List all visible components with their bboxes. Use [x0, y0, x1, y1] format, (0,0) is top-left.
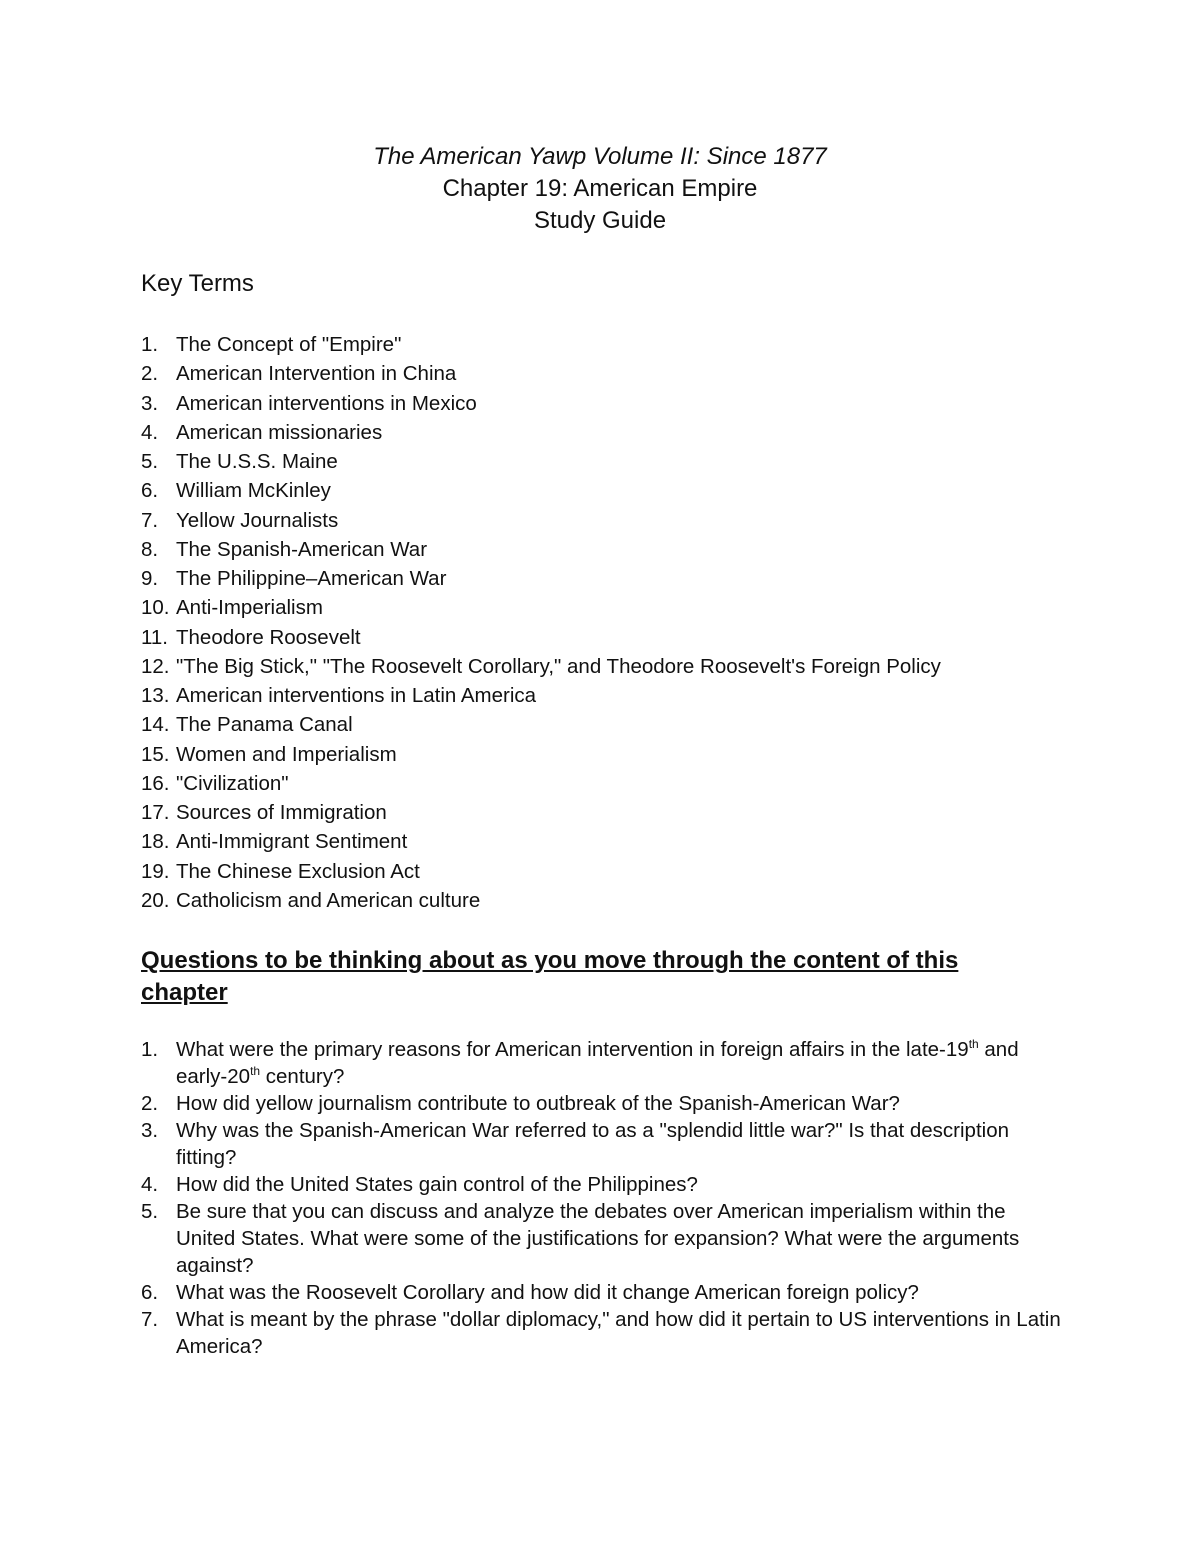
key-term-text: William McKinley: [176, 479, 331, 503]
question-item: [141, 1279, 1061, 1306]
key-term-item: [141, 564, 1101, 593]
question-number: 3.: [141, 1119, 159, 1142]
question-item: [141, 1306, 1061, 1360]
question-text-part: century?: [260, 1065, 345, 1088]
key-term-item: [141, 359, 1101, 388]
key-term-item: [141, 593, 1101, 622]
question-text: Why was the Spanish-American War referred to as a "splendid little war?" Is that description fitting?: [176, 1119, 1010, 1169]
key-term-number: 12.: [141, 654, 170, 678]
key-term-text: American interventions in Latin America: [176, 684, 537, 707]
key-term-item: [141, 681, 1101, 710]
key-term-text: The Chinese Exclusion Act: [176, 859, 420, 883]
key-term-item: [141, 447, 1101, 476]
key-term-item: [141, 886, 1101, 915]
question-number: 4.: [141, 1173, 159, 1196]
key-term-number: 18.: [141, 830, 170, 854]
key-term-item: [141, 857, 1101, 886]
question-text: How did the United States gain control of the Philippines?: [176, 1173, 698, 1196]
key-term-text: The Philippine–American War: [176, 567, 447, 590]
key-term-number: 2.: [141, 362, 159, 386]
book-title: The American Yawp Volume II: Since 1877: [373, 143, 827, 170]
key-term-item: [141, 389, 1101, 418]
chapter-title: Chapter 19: American Empire: [442, 175, 758, 202]
title-block: [0, 141, 1200, 237]
key-term-number: 16.: [141, 771, 170, 795]
key-term-number: 6.: [141, 479, 159, 503]
key-term-text: American interventions in Mexico: [176, 391, 477, 415]
key-term-item: [141, 740, 1101, 769]
question-text-part: What were the primary reasons for American intervention in foreign affairs in the late-19: [176, 1038, 969, 1061]
key-term-text: "The Big Stick," "The Roosevelt Corollary," and Theodore Roosevelt's Foreign Policy: [176, 654, 941, 678]
key-term-number: 14.: [141, 713, 170, 737]
key-term-text: "Civilization": [176, 771, 289, 795]
questions-list: [141, 1036, 1061, 1360]
question-number: 7.: [141, 1308, 159, 1331]
key-term-text: Catholicism and American culture: [176, 888, 481, 912]
key-term-text: Anti-Imperialism: [176, 596, 323, 620]
key-term-item: [141, 652, 1101, 681]
key-term-text: American Intervention in China: [176, 362, 457, 386]
key-term-item: [141, 710, 1101, 739]
key-term-text: The Concept of "Empire": [176, 333, 402, 356]
key-term-item: [141, 535, 1101, 564]
questions-heading: Questions to be thinking about as you move through the content of this chapter: [141, 947, 959, 1006]
question-number: 2.: [141, 1092, 159, 1115]
question-text: How did yellow journalism contribute to outbreak of the Spanish-American War?: [176, 1092, 900, 1115]
key-term-text: Anti-Immigrant Sentiment: [176, 830, 408, 854]
question-text: What is meant by the phrase "dollar diplomacy," and how did it pertain to US interventions in Latin America?: [176, 1308, 1061, 1358]
key-term-text: Women and Imperialism: [176, 742, 397, 766]
key-term-number: 9.: [141, 567, 159, 590]
key-term-text: Sources of Immigration: [176, 801, 387, 824]
key-term-number: 17.: [141, 801, 170, 824]
key-term-item: [141, 769, 1101, 798]
question-number: 1.: [141, 1038, 159, 1061]
question-item: [141, 1171, 1061, 1198]
ordinal-superscript: th: [968, 1037, 979, 1051]
key-term-text: Theodore Roosevelt: [176, 625, 361, 649]
question-text: What was the Roosevelt Corollary and how did it change American foreign policy?: [176, 1281, 919, 1304]
question-text: [176, 1036, 1061, 1090]
key-term-text: American missionaries: [176, 420, 383, 444]
key-term-item: [141, 418, 1101, 447]
key-term-text: The U.S.S. Maine: [176, 450, 338, 473]
key-terms-list: [141, 330, 1101, 915]
key-term-number: 10.: [141, 596, 170, 620]
key-term-number: 15.: [141, 742, 170, 766]
key-term-text: The Panama Canal: [176, 713, 353, 737]
ordinal-superscript: th: [250, 1064, 261, 1078]
key-term-item: [141, 476, 1101, 505]
key-term-item: [141, 827, 1101, 856]
key-term-number: 4.: [141, 420, 159, 444]
key-term-item: [141, 506, 1101, 535]
key-term-number: 1.: [141, 333, 159, 356]
key-term-number: 3.: [141, 391, 159, 415]
key-term-number: 7.: [141, 508, 159, 532]
key-term-number: 5.: [141, 450, 159, 473]
question-item: [141, 1090, 1061, 1117]
key-term-number: 8.: [141, 537, 159, 561]
question-text: Be sure that you can discuss and analyze the debates over American imperialism within the United States. What were some of the justifications for expansion? What were the arguments against?: [176, 1200, 1020, 1277]
question-item: [141, 1198, 1061, 1279]
key-term-number: 11.: [141, 625, 168, 649]
question-text-part: and early-20: [176, 1038, 1019, 1088]
key-term-number: 19.: [141, 859, 170, 883]
key-term-item: [141, 623, 1101, 652]
key-term-item: [141, 798, 1101, 827]
key-term-text: Yellow Journalists: [176, 508, 339, 532]
question-item: [141, 1117, 1061, 1171]
study-guide-subtitle: Study Guide: [533, 207, 667, 234]
key-term-item: [141, 330, 1101, 359]
key-term-number: 13.: [141, 684, 170, 707]
question-item: [141, 1036, 1061, 1090]
question-number: 5.: [141, 1200, 159, 1223]
question-number: 6.: [141, 1281, 159, 1304]
key-term-number: 20.: [141, 888, 170, 912]
key-term-text: The Spanish-American War: [176, 537, 428, 561]
key-terms-heading: Key Terms: [141, 270, 254, 297]
